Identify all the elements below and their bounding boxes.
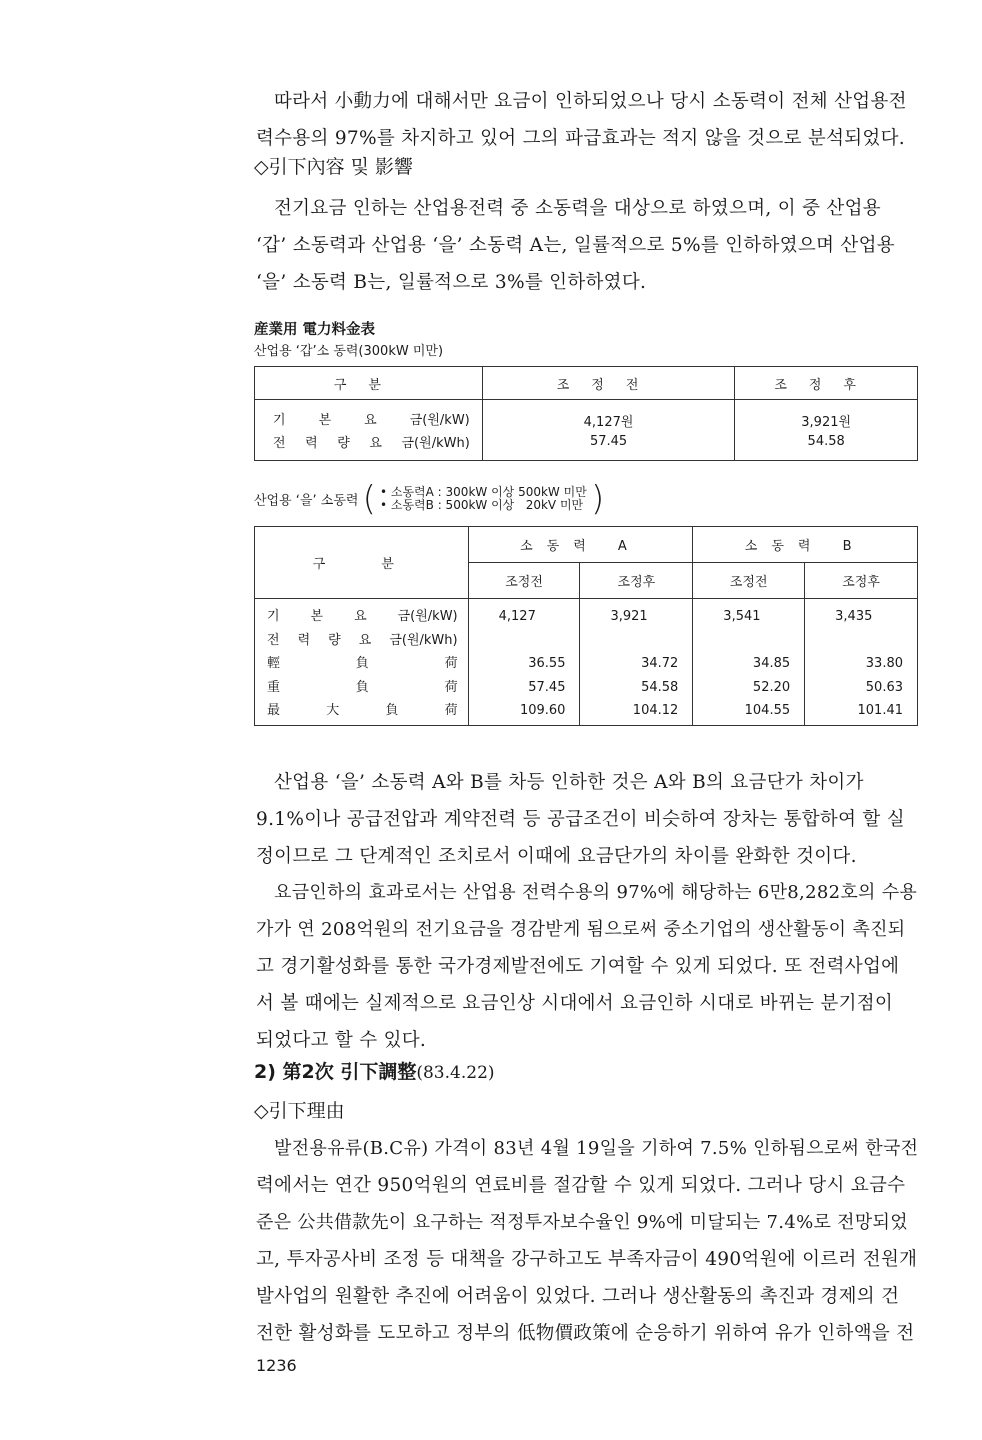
cell-value: 34.85 xyxy=(752,656,791,671)
paragraph-3 xyxy=(256,764,920,875)
paragraph-4 xyxy=(256,874,920,1059)
text-line: 력수용의 97%를 차지하고 있어 그의 파급효과는 적지 않을 것으로 분석되었다. xyxy=(256,128,905,149)
text-line: 력에서는 연간 950억원의 연료비를 절감할 수 있게 되었다. 그러나 당시 요금수 xyxy=(256,1175,906,1196)
cell-value: 34.72 xyxy=(641,656,679,671)
label-char: 重 xyxy=(267,679,281,695)
cell-value: 101.41 xyxy=(857,703,903,718)
label-char: 負 xyxy=(355,679,369,695)
text-line: 가가 연 208억원의 전기요금을 경감받게 됨으로써 중소기업의 생산활동이 촉진되 xyxy=(256,919,906,940)
label-char: 요 xyxy=(354,609,367,624)
label-char: 전 xyxy=(273,436,286,451)
label-cell xyxy=(255,400,483,461)
text-line: 요금인하의 효과로서는 산업용 전력수용의 97%에 해당하는 6만8,282호의 수용 xyxy=(274,882,918,903)
label-char: 負 xyxy=(355,656,369,671)
text-line: 고 경기활성화를 통한 국가경제발전에도 기여할 수 있게 되었다. 또 전력사업에 xyxy=(256,956,900,977)
b-after-column xyxy=(805,599,918,726)
label-char: 기 xyxy=(273,413,286,428)
text-line: 발사업의 원활한 추진에 어려움이 있었다. 그러나 생산활동의 촉진과 경제의 건 xyxy=(256,1286,900,1307)
cell-value: 104.55 xyxy=(744,703,791,718)
a-after-column xyxy=(580,599,693,726)
label-char: 最 xyxy=(267,703,281,718)
label-char: 荷 xyxy=(444,703,458,718)
section-date: (83.4.22) xyxy=(416,1063,495,1083)
b-before-column xyxy=(693,599,805,726)
label-char: 大 xyxy=(326,703,340,718)
table2-subtitle-text: 산업용 ‘을’ 소동력 xyxy=(254,493,359,509)
text-line: 9.1%이나 공급전압과 계약전력 등 공급조건이 비슷하여 장차는 통합하여 할 실 xyxy=(256,809,905,830)
cell-value: 52.20 xyxy=(752,679,791,695)
cell-value xyxy=(580,629,692,653)
cell-value: 50.63 xyxy=(865,679,903,695)
value-energy-before: 57.45 xyxy=(589,434,628,449)
header-group-a: 소동력 A xyxy=(468,527,693,563)
table-body-row xyxy=(255,599,918,726)
row-label-energy-charge xyxy=(255,432,482,451)
row-label-energy-charge xyxy=(255,629,468,653)
header-b-before: 조정전 xyxy=(693,563,805,599)
table-body-row xyxy=(255,400,918,461)
cell-value: 109.60 xyxy=(519,703,566,718)
text-line: 전기요금 인하는 산업용전력 중 소동력을 대상으로 하였으며, 이 중 산업용 xyxy=(274,198,881,219)
table-header-row xyxy=(255,367,918,400)
open-paren: ( xyxy=(362,479,376,519)
label-char: 荷 xyxy=(444,656,458,671)
cell-value: 54.58 xyxy=(641,679,679,695)
a-before-column xyxy=(468,599,580,726)
label-char: 기 xyxy=(267,609,280,624)
label-char: 량 xyxy=(337,436,350,451)
cell-value: 33.80 xyxy=(865,656,903,671)
rate-table-eul xyxy=(254,526,918,726)
text-line: 발전용유류(B.C유) 가격이 83년 4월 19일을 기하여 7.5% 인하됨으로써 한국전 xyxy=(274,1138,919,1159)
before-cell xyxy=(482,400,735,461)
value-basic-after: 3,921원 xyxy=(801,415,852,430)
label-char: 요 xyxy=(369,436,382,451)
section-heading-2 xyxy=(254,1057,495,1084)
cell-value: 3,541 xyxy=(723,609,761,624)
note-b: • 소동력B : 500kW 이상 20kV 미만 xyxy=(379,498,584,512)
text-line: 전한 활성화를 도모하고 정부의 低物價政策에 순응하기 위하여 유가 인하액을 전 xyxy=(256,1323,915,1344)
text-line: 고, 투자공사비 조정 등 대책을 강구하고도 부족자금이 490억원에 이르러 전원개 xyxy=(256,1249,918,1270)
text-line: 서 볼 때에는 실제적으로 요금인상 시대에서 요금인하 시대로 바뀌는 분기점이 xyxy=(256,993,894,1014)
text-line: 산업용 ‘을’ 소동력 A와 B를 차등 인하한 것은 A와 B의 요금단가 차이가 xyxy=(274,772,864,793)
after-cell xyxy=(735,400,918,461)
cell-value: 57.45 xyxy=(528,679,566,695)
row-label-basic-charge xyxy=(255,409,482,428)
header-gubun: 구분 xyxy=(255,527,469,599)
note-a: • 소동력A : 300kW 이상 500kW 미만 xyxy=(379,485,587,499)
label-char: 량 xyxy=(328,632,341,648)
label-column xyxy=(255,599,469,726)
cell-value: 36.55 xyxy=(528,656,566,671)
label-char: 輕 xyxy=(267,656,281,671)
cell-value: 3,435 xyxy=(835,609,873,624)
value-basic-before: 4,127원 xyxy=(583,415,634,430)
label-char: 금(원/kWh) xyxy=(389,632,458,648)
row-label-heavy-load xyxy=(255,676,468,700)
label-char: 금(원/kWh) xyxy=(401,436,470,451)
cell-value xyxy=(469,629,580,653)
close-paren: ) xyxy=(590,479,605,519)
table-header-row xyxy=(255,527,918,563)
paragraph-5 xyxy=(256,1130,920,1352)
table-title: 産業用 電力料金表 xyxy=(254,322,376,338)
text-line: 따라서 小動力에 대해서만 요금이 인하되었으나 당시 소동력이 전체 산업용전 xyxy=(274,91,907,112)
cell-value: 4,127 xyxy=(498,609,536,624)
label-char: 荷 xyxy=(444,679,458,695)
section-title: 2) 第2次 引下調整 xyxy=(254,1061,417,1083)
header-before: 조정전 xyxy=(482,367,735,400)
label-char: 요 xyxy=(364,413,377,428)
row-label-light-load xyxy=(255,652,468,676)
subheading-content-impact: ◇引下內容 및 影響 xyxy=(254,156,414,178)
paragraph-1 xyxy=(256,83,920,157)
rate-table-gap xyxy=(254,366,918,461)
row-label-peak-load xyxy=(255,699,468,723)
label-char: 負 xyxy=(385,703,399,718)
text-line: 준은 公共借款先이 요구하는 적정투자보수율인 9%에 미달되는 7.4%로 전망되었 xyxy=(256,1212,908,1233)
label-char: 력 xyxy=(305,436,318,451)
header-a-before: 조정전 xyxy=(468,563,580,599)
value-energy-after: 54.58 xyxy=(807,434,845,449)
table2-notes xyxy=(380,486,587,512)
label-char: 전 xyxy=(267,632,280,648)
label-char: 금(원/kW) xyxy=(409,413,470,428)
paragraph-2 xyxy=(256,190,920,301)
header-gubun: 구분 xyxy=(255,367,483,400)
cell-value: 3,921 xyxy=(610,609,648,624)
label-char: 본 xyxy=(318,413,332,428)
text-line: 되었다고 할 수 있다. xyxy=(256,1030,427,1051)
text-line: ‘갑’ 소동력과 산업용 ‘을’ 소동력 A는, 일률적으로 5%를 인하하였으며 산업용 xyxy=(256,235,895,256)
label-char: 본 xyxy=(310,609,324,624)
label-char: 요 xyxy=(358,632,372,648)
table1-subtitle: 산업용 ‘갑’소 동력(300kW 미만) xyxy=(254,344,444,359)
table2-subtitle xyxy=(254,479,605,519)
row-label-basic-charge xyxy=(255,605,468,629)
text-line: 정이므로 그 단계적인 조치로서 이때에 요금단가의 차이를 완화한 것이다. xyxy=(256,846,857,867)
header-a-after: 조정후 xyxy=(580,563,693,599)
header-group-b: 소동력 B xyxy=(693,527,918,563)
header-b-after: 조정후 xyxy=(805,563,918,599)
page-number: 1236 xyxy=(256,1356,297,1375)
label-char: 금(원/kW) xyxy=(397,609,458,624)
cell-value xyxy=(805,629,917,653)
label-char: 력 xyxy=(297,632,311,648)
text-line: ‘을’ 소동력 B는, 일률적으로 3%를 인하하였다. xyxy=(256,272,647,293)
subheading-reason: ◇引下理由 xyxy=(254,1100,345,1122)
cell-value: 104.12 xyxy=(632,703,679,718)
header-after: 조정후 xyxy=(735,367,918,400)
cell-value xyxy=(693,629,804,653)
